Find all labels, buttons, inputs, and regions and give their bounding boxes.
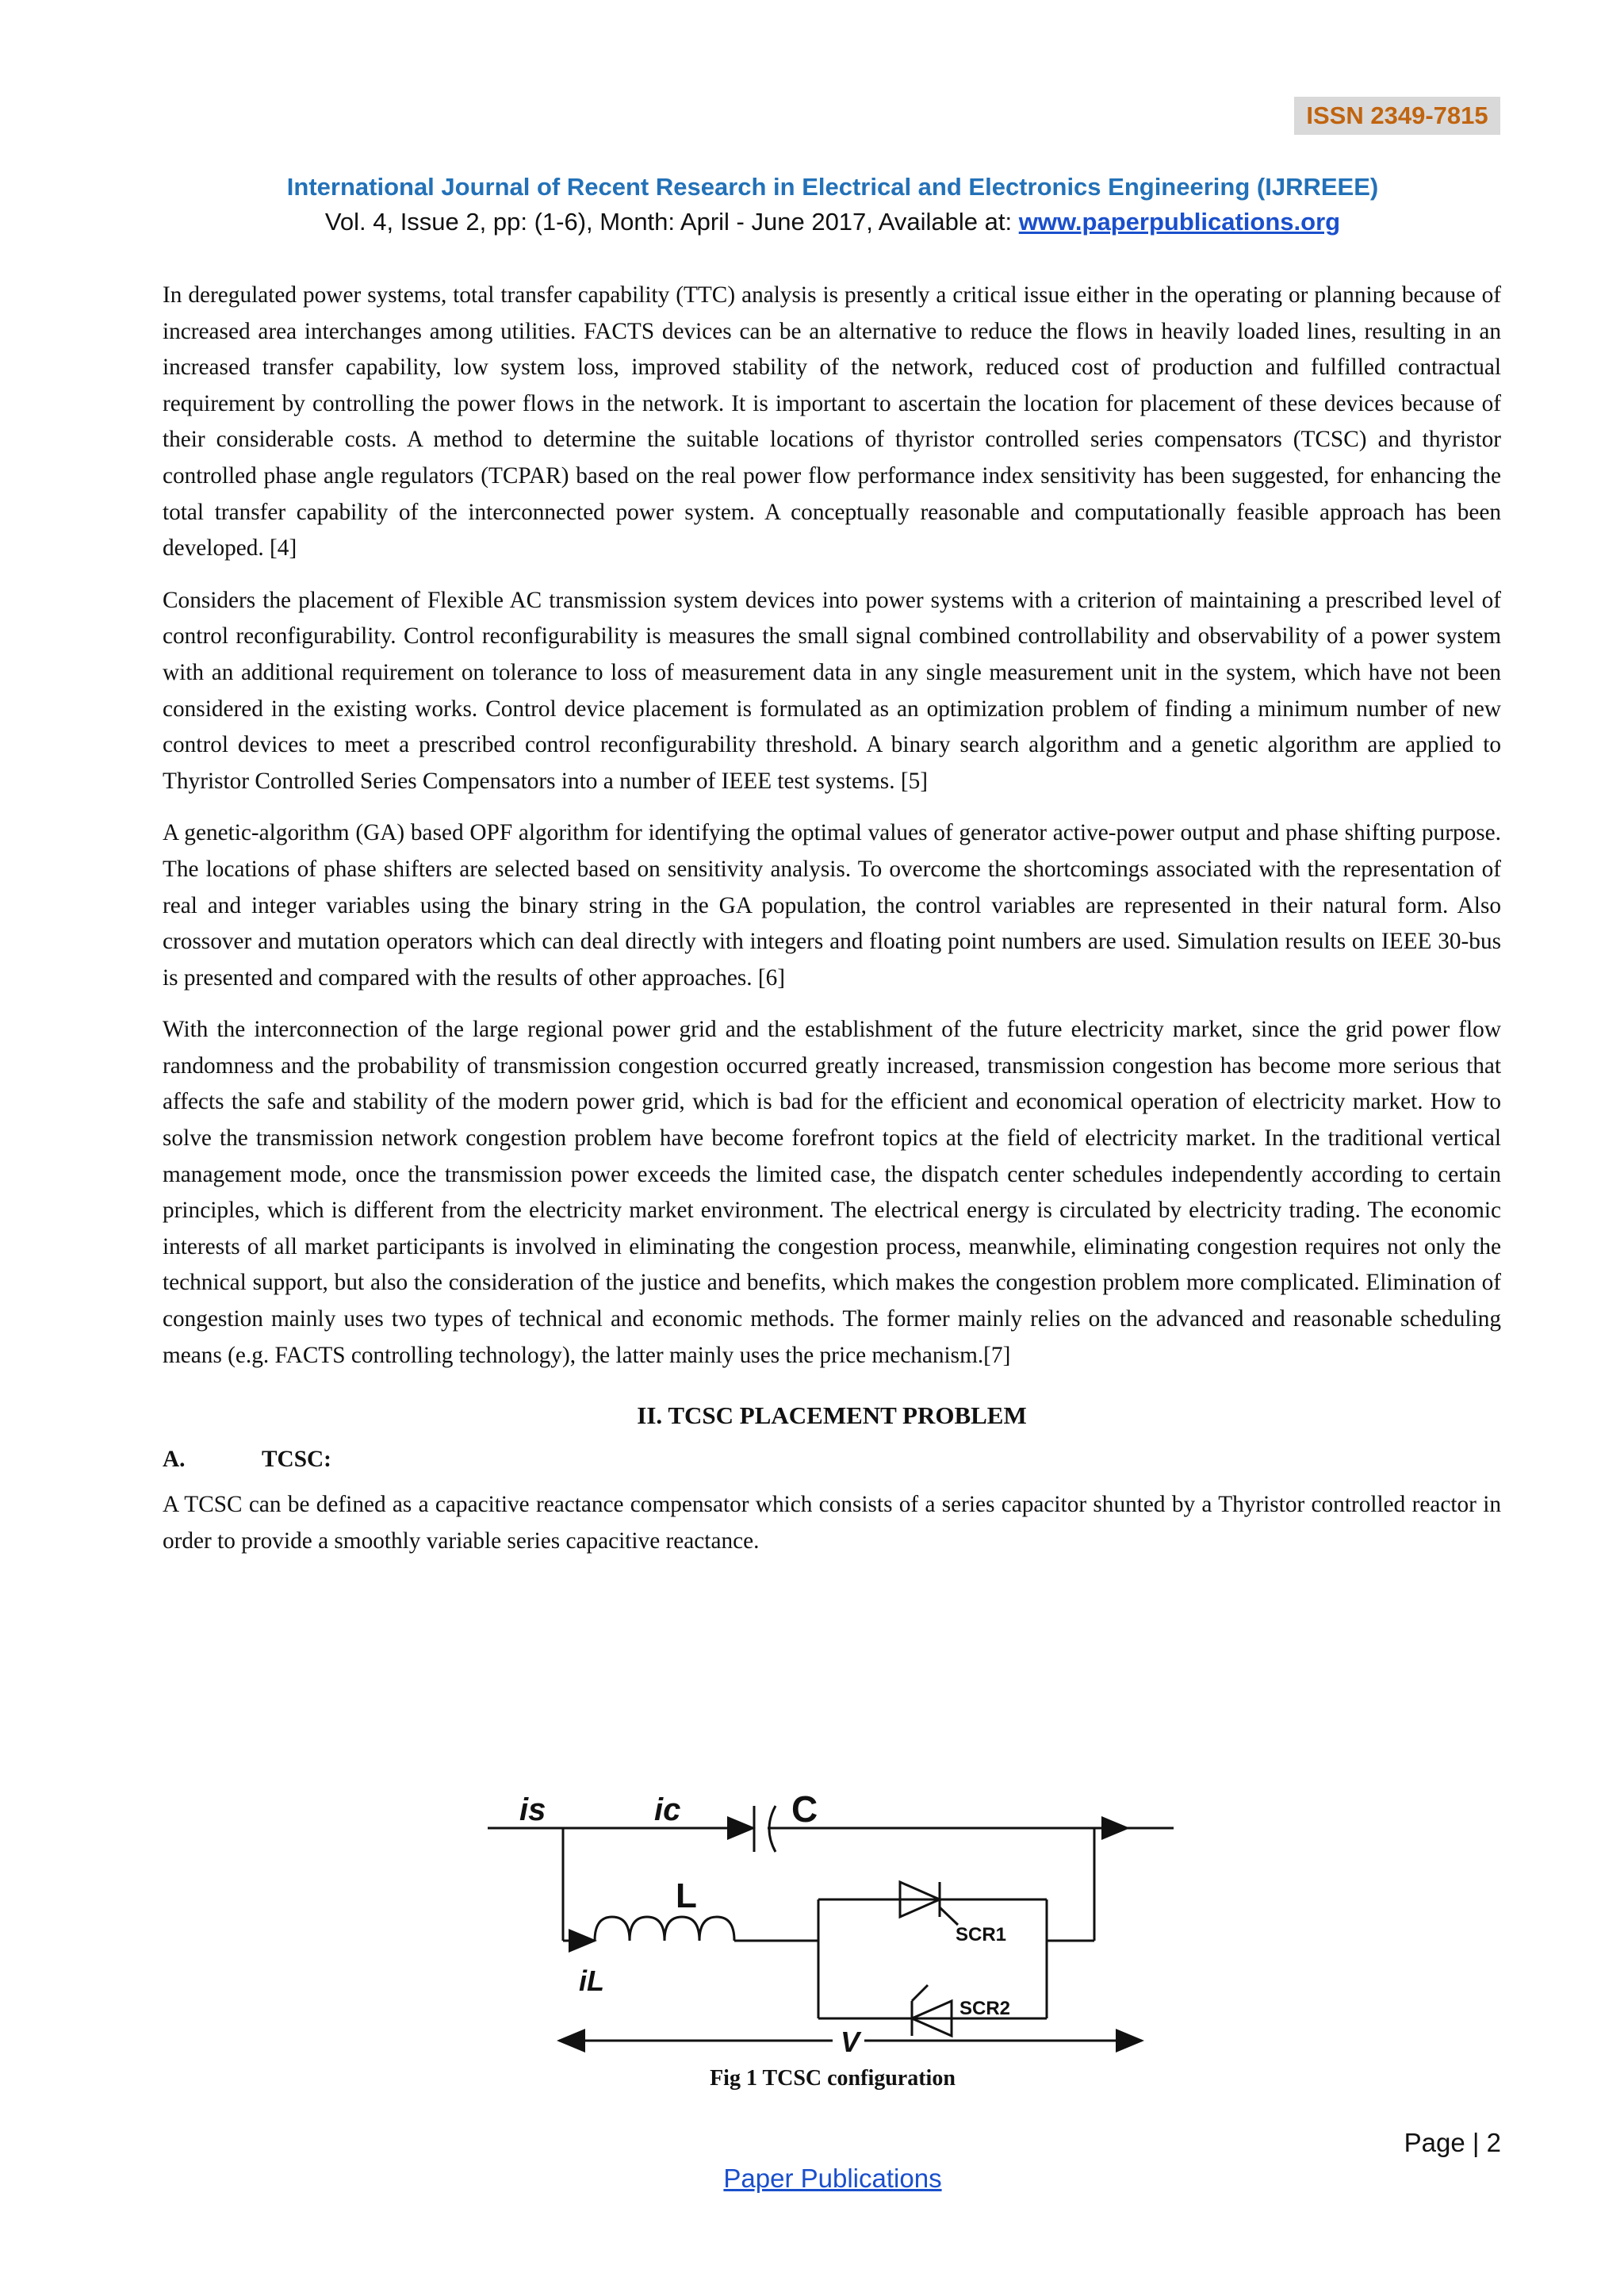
section-title: II. TCSC PLACEMENT PROBLEM — [637, 1401, 1027, 1430]
publisher-link[interactable]: Paper Publications — [723, 2164, 942, 2193]
label-l: L — [676, 1876, 697, 1915]
journal-title: International Journal of Recent Research in Electrical and Electronics Engineering (IJRREEE) — [286, 173, 1379, 201]
volume-info — [0, 208, 1624, 236]
label-scr2: SCR2 — [959, 1998, 1011, 2019]
paragraph-2: Considers the placement of Flexible AC transmission system devices into power systems with a criterion of maintaining a prescribed level of control reconfigurability. Control reconfigurability is measures the small signal combined controllability and observability of a power system with an additional requirement on tolerance to loss of measurement data in any single measurement unit in the system, which have not been considered in the existing works. Control device placement is formulated as an optimization problem of finding a minimum number of new control devices to meet a prescribed control reconfigurability threshold. A binary search algorithm and a genetic algorithm are applied to Thyristor Controlled Series Compensators into a number of IEEE test systems. [5] — [163, 587, 1501, 794]
subsection-number: A. — [163, 1446, 186, 1472]
label-il: iL — [579, 1964, 604, 1997]
body-text — [163, 278, 1501, 1576]
section-paragraph: A TCSC can be defined as a capacitive reactance compensator which consists of a series capacitor shunted by a Thyristor controlled reactor in order to provide a smoothly variable series capacitive reactance. — [163, 1492, 1501, 1554]
subsection-title: TCSC: — [262, 1446, 331, 1472]
scr1-gate — [940, 1907, 958, 1925]
figure-caption: Fig 1 TCSC configuration — [710, 2066, 956, 2091]
label-c: C — [791, 1788, 818, 1830]
paragraph-1: In deregulated power systems, total transfer capability (TTC) analysis is presently a critical issue either in the operating or planning because of increased area interchanges among utilities. FACTS devices can be an alternative to reduce the flows in heavily loaded lines, resulting in an increased transfer capability, low system loss, improved stability of the network, reduced cost of production and fulfilled contractual requirement by controlling the power flows in the network. It is important to ascertain the location for placement of these devices because of their considerable costs. A method to determine the suitable locations of thyristor controlled series compensators (TCSC) and thyristor controlled phase angle regulators (TCPAR) based on the real power flow performance index sensitivity has been suggested, for enhancing the total transfer capability of the interconnected power system. A conceptually reasonable and computationally feasible approach has been developed. [4] — [163, 282, 1501, 562]
label-ic: ic — [654, 1792, 681, 1827]
page-number: Page | 2 — [1404, 2128, 1501, 2157]
scr2-gate — [912, 1985, 928, 2001]
label-is: is — [519, 1792, 546, 1827]
label-v: V — [841, 2026, 860, 2054]
label-scr1: SCR1 — [956, 1924, 1007, 1945]
inductor-coil — [595, 1917, 734, 1941]
website-link[interactable]: www.paperpublications.org — [1018, 208, 1341, 236]
volume-text: Vol. 4, Issue 2, pp: (1-6), Month: April - June 2017, Available at: — [324, 208, 1019, 236]
issn-badge: ISSN 2349-7815 — [1294, 97, 1500, 135]
paragraph-3: A genetic-algorithm (GA) based OPF algorithm for identifying the optimal values of generator active-power output and phase shifting purpose. The locations of phase shifters are selected based on sensitivity analysis. To overcome the shortcomings associated with the representation of real and integer variables using the binary string in the GA population, the control variables are represented in their natural form. Also crossover and mutation operators which can deal directly with integers and floating point numbers are used. Simulation results on IEEE 30-bus is presented and compared with the results of other approaches. [6] — [163, 820, 1501, 991]
tcsc-circuit-diagram — [484, 1788, 1182, 2054]
paragraph-4: With the interconnection of the large regional power grid and the establishment of the future electricity market, since the grid power flow randomness and the probability of transmission congestion occurred greatly increased, transmission congestion has become more serious that affects the safe and stability of the modern power grid, which is bad for the efficient and economical operation of electricity market. How to solve the transmission network congestion problem have become forefront topics at the field of electricity market. In the traditional vertical management mode, once the transmission power exceeds the limited case, the dispatch center schedules independently according to certain principles, which is different from the electricity market environment. The electrical energy is circulated by electricity trading. The economic interests of all market participants is involved in eliminating the congestion process, meanwhile, eliminating congestion requires not only the technical support, but also the consideration of the justice and benefits, which makes the congestion problem more complicated. Elimination of congestion mainly uses two types of technical and economic methods. The former mainly relies on the advanced and reasonable scheduling means (e.g. FACTS controlling technology), the latter mainly uses the price mechanism.[7] — [163, 1017, 1501, 1368]
subsection-heading — [163, 1442, 1501, 1478]
